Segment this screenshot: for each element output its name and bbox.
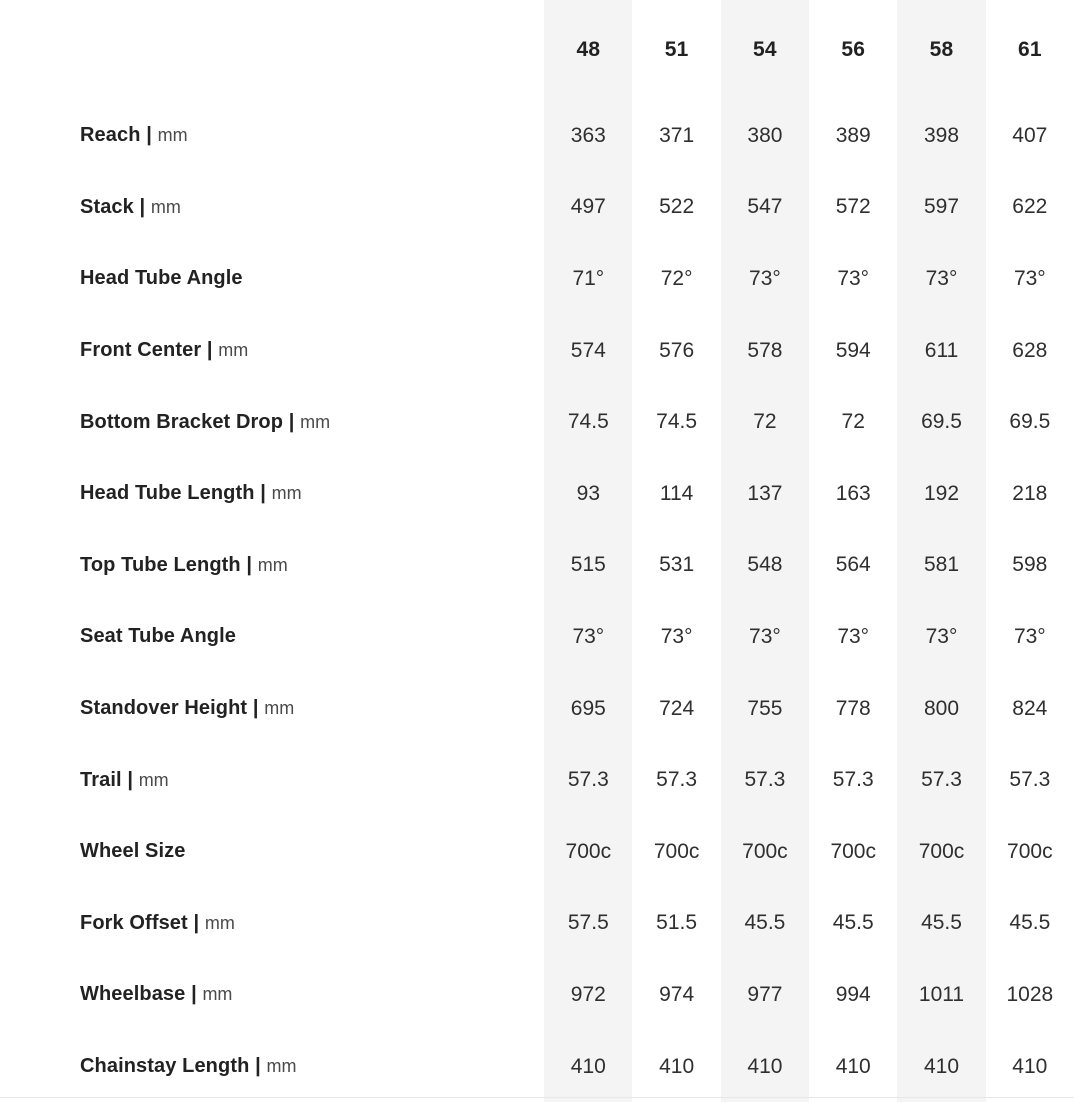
row-label-unit: mm — [150, 196, 181, 217]
row-label-unit: mm — [138, 769, 169, 790]
cell-48: 497 — [544, 172, 632, 244]
table-row — [0, 315, 1074, 387]
cell-54: 700c — [721, 816, 809, 888]
row-label-separator: | — [139, 195, 146, 218]
label-column-header — [0, 0, 544, 100]
cell-51: 57.3 — [656, 768, 698, 792]
row-label-separator: | — [255, 1055, 261, 1078]
cell-56: 73° — [837, 266, 870, 290]
cell-61: 598 — [1012, 553, 1048, 577]
table-row — [0, 816, 1074, 888]
cell-54: 73° — [721, 243, 809, 315]
cell-56: 72 — [841, 410, 865, 434]
cell-48: 700c — [544, 816, 632, 888]
cell-61: 73° — [1013, 266, 1046, 290]
cell-54: 410 — [721, 1031, 809, 1102]
cell-56: 572 — [835, 195, 871, 219]
row-label — [0, 888, 544, 960]
row-label-name: Standover Height — [80, 697, 248, 720]
cell-54: 548 — [721, 530, 809, 602]
table-row — [0, 959, 1074, 1031]
cell-56: 73° — [837, 624, 870, 648]
table-row — [0, 458, 1074, 530]
cell-61: 73° — [1013, 624, 1046, 648]
cell-51: 73° — [660, 624, 693, 648]
cell-51: 371 — [659, 123, 695, 147]
cell-51: 72° — [660, 266, 693, 290]
row-label-name: Bottom Bracket Drop — [80, 410, 284, 433]
row-label-unit: mm — [204, 912, 235, 933]
cell-56: 45.5 — [832, 911, 874, 935]
row-label — [0, 744, 544, 816]
cell-61: 628 — [1012, 338, 1048, 362]
row-label-name: Wheel Size — [80, 840, 186, 863]
cell-48: 93 — [544, 458, 632, 530]
cell-56: 994 — [835, 982, 871, 1006]
table-row — [0, 1031, 1074, 1102]
row-label-name: Stack — [80, 195, 134, 218]
row-label — [0, 530, 544, 602]
cell-56: 389 — [835, 123, 871, 147]
cell-48: 73° — [544, 601, 632, 673]
row-label — [0, 1031, 544, 1102]
table-row — [0, 243, 1074, 315]
row-label-separator: | — [193, 911, 200, 934]
size-header-58: 58 — [897, 0, 985, 100]
row-label — [0, 172, 544, 244]
size-header-54: 54 — [721, 0, 809, 100]
row-label-unit: mm — [218, 340, 249, 361]
cell-51: 410 — [659, 1054, 695, 1078]
row-label-unit: mm — [264, 698, 295, 719]
cell-48: 71° — [544, 243, 632, 315]
table-body — [0, 100, 1074, 1102]
cell-51: 974 — [659, 982, 695, 1006]
cell-51: 522 — [659, 195, 695, 219]
size-header-56: 56 — [841, 38, 866, 61]
cell-51: 114 — [659, 481, 694, 505]
cell-51: 51.5 — [656, 911, 698, 935]
cell-61: 69.5 — [1009, 410, 1051, 434]
row-label-unit: mm — [257, 554, 288, 575]
row-label — [0, 601, 544, 673]
cell-54: 137 — [721, 458, 809, 530]
cell-56: 594 — [835, 338, 871, 362]
cell-61: 1028 — [1006, 982, 1054, 1006]
table-row — [0, 673, 1074, 745]
row-label-name: Front Center — [80, 339, 202, 362]
row-label-unit: mm — [300, 411, 331, 432]
row-label-separator: | — [260, 482, 266, 505]
cell-58: 57.3 — [897, 744, 985, 816]
row-label-separator: | — [288, 410, 295, 433]
cell-61: 407 — [1012, 123, 1048, 147]
table-header — [0, 0, 1074, 100]
cell-48: 363 — [544, 100, 632, 172]
row-label — [0, 458, 544, 530]
cell-54: 578 — [721, 315, 809, 387]
cell-61: 824 — [1012, 696, 1048, 720]
cell-58: 1011 — [897, 959, 985, 1031]
cell-51: 576 — [659, 338, 695, 362]
cell-51: 724 — [659, 696, 695, 720]
cell-61: 410 — [1012, 1054, 1048, 1078]
cell-51: 700c — [653, 839, 700, 863]
cell-56: 57.3 — [832, 768, 874, 792]
table-row — [0, 744, 1074, 816]
row-label — [0, 243, 544, 315]
cell-48: 695 — [544, 673, 632, 745]
cell-58: 73° — [897, 601, 985, 673]
table-row — [0, 100, 1074, 172]
size-header-61: 61 — [1017, 38, 1042, 61]
cell-54: 45.5 — [721, 888, 809, 960]
cell-56: 163 — [835, 481, 871, 505]
cell-58: 597 — [897, 172, 985, 244]
row-label — [0, 673, 544, 745]
cell-54: 57.3 — [721, 744, 809, 816]
row-label — [0, 959, 544, 1031]
cell-61: 218 — [1012, 481, 1048, 505]
cell-54: 755 — [721, 673, 809, 745]
row-label — [0, 816, 544, 888]
row-label-separator: | — [191, 983, 197, 1006]
cell-58: 800 — [897, 673, 985, 745]
cell-48: 57.5 — [544, 888, 632, 960]
row-label — [0, 315, 544, 387]
cell-58: 398 — [897, 100, 985, 172]
row-label-name: Seat Tube Angle — [80, 625, 236, 648]
table-row — [0, 888, 1074, 960]
row-label-separator: | — [206, 339, 213, 362]
table-row — [0, 386, 1074, 458]
row-label-name: Top Tube Length — [80, 553, 241, 576]
header-row — [0, 0, 1074, 100]
row-label-name: Fork Offset — [80, 911, 188, 934]
cell-61: 700c — [1007, 839, 1053, 863]
cell-48: 57.3 — [544, 744, 632, 816]
size-header-48: 48 — [544, 0, 632, 100]
cell-58: 69.5 — [897, 386, 985, 458]
cell-48: 972 — [544, 959, 632, 1031]
cell-61: 45.5 — [1009, 911, 1051, 935]
cell-54: 72 — [721, 386, 809, 458]
row-label-name: Trail — [80, 768, 122, 791]
table-row — [0, 601, 1074, 673]
cell-48: 74.5 — [544, 386, 632, 458]
cell-58: 73° — [897, 243, 985, 315]
row-label-separator: | — [246, 553, 253, 576]
row-label-separator: | — [252, 697, 259, 720]
row-label-name: Head Tube Length — [80, 482, 255, 505]
row-label-unit: mm — [202, 984, 233, 1005]
row-label-separator: | — [127, 768, 134, 791]
row-label-name: Chainstay Length — [80, 1055, 250, 1078]
cell-58: 45.5 — [897, 888, 985, 960]
size-header-51: 51 — [664, 38, 689, 61]
row-label-unit: mm — [157, 125, 188, 146]
cell-48: 410 — [544, 1031, 632, 1102]
cell-56: 778 — [835, 696, 871, 720]
row-label — [0, 386, 544, 458]
cell-56: 700c — [830, 839, 876, 863]
cell-56: 564 — [835, 553, 871, 577]
cell-48: 515 — [544, 530, 632, 602]
cell-54: 977 — [721, 959, 809, 1031]
cell-51: 74.5 — [656, 410, 698, 434]
cell-58: 410 — [897, 1031, 985, 1102]
row-label-unit: mm — [271, 483, 302, 504]
cell-58: 611 — [897, 315, 985, 387]
cell-61: 57.3 — [1009, 768, 1051, 792]
table-row — [0, 172, 1074, 244]
row-label — [0, 100, 544, 172]
cell-54: 547 — [721, 172, 809, 244]
row-label-name: Reach — [80, 124, 141, 147]
cell-48: 574 — [544, 315, 632, 387]
row-label-unit: mm — [266, 1056, 297, 1077]
cell-58: 192 — [897, 458, 985, 530]
row-label-name: Wheelbase — [80, 983, 186, 1006]
cell-61: 622 — [1012, 195, 1048, 219]
cell-51: 531 — [659, 553, 695, 577]
cell-58: 700c — [897, 816, 985, 888]
table-row — [0, 530, 1074, 602]
cell-56: 410 — [835, 1054, 871, 1078]
cell-54: 380 — [721, 100, 809, 172]
cell-58: 581 — [897, 530, 985, 602]
row-label-separator: | — [146, 124, 152, 147]
cell-54: 73° — [721, 601, 809, 673]
row-label-name: Head Tube Angle — [80, 267, 243, 290]
